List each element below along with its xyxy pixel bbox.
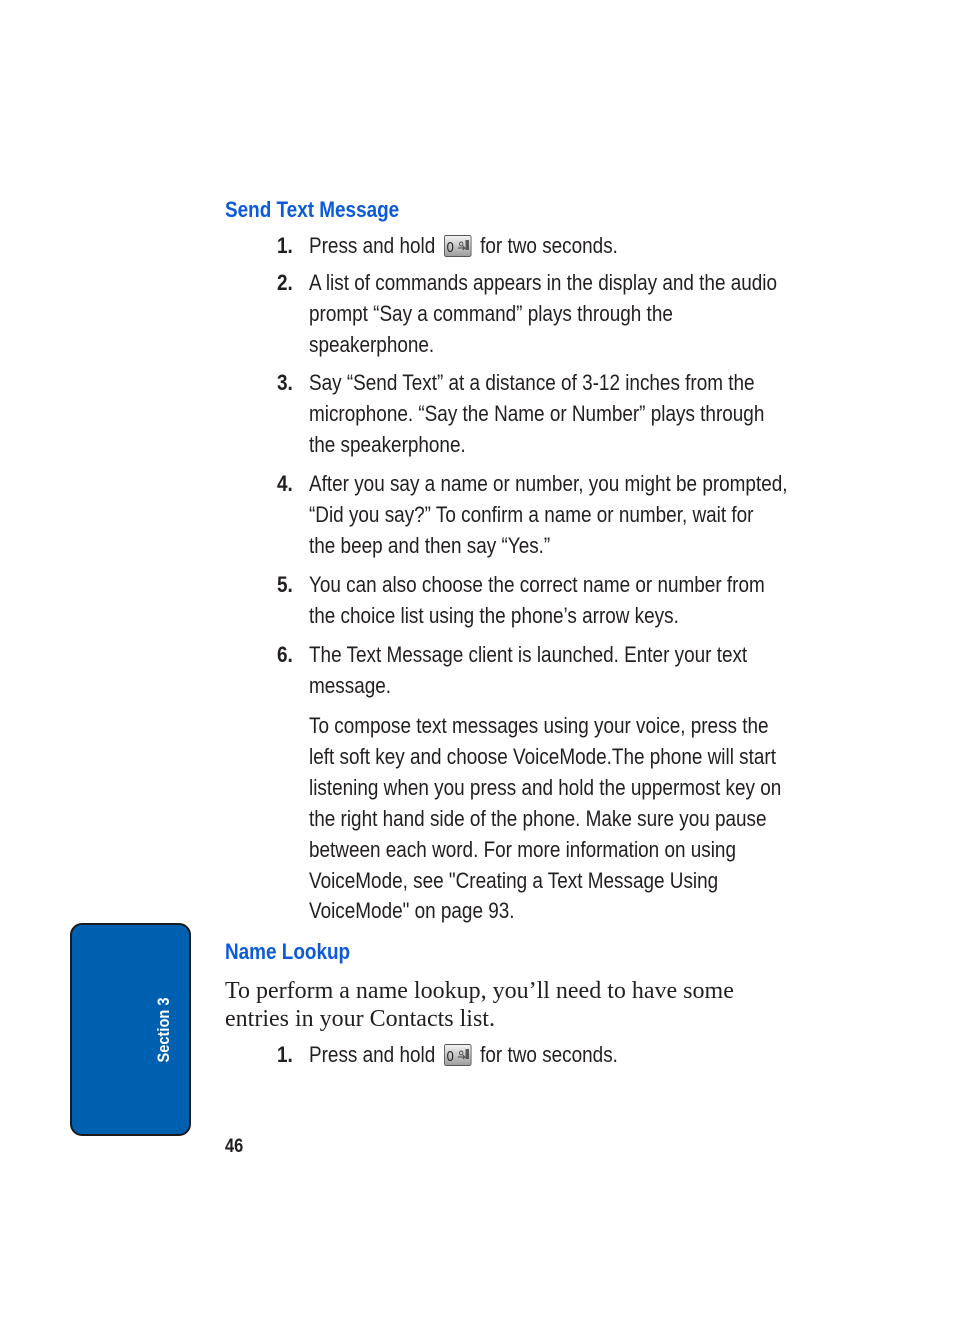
step-text: the beep and then say “Yes.” [309, 533, 551, 558]
step-number: 6. [277, 642, 293, 667]
note-text: VoiceMode, see "Creating a Text Message Using [309, 868, 719, 893]
step-text: prompt “Say a command” plays through the [309, 301, 673, 326]
intro-text: entries in your Contacts list. [225, 1006, 495, 1032]
intro-text: To perform a name lookup, you’ll need to have some [225, 978, 734, 1004]
step-number: 1. [277, 233, 293, 258]
step-text: Press and hold 0 for two seconds. [309, 1042, 618, 1067]
note-text: VoiceMode" on page 93. [309, 898, 515, 923]
note-text: between each word. For more information on using [309, 837, 736, 862]
step-number: 3. [277, 370, 293, 395]
note-text: To compose text messages using your voice, press the [309, 713, 769, 738]
note-text: the right hand side of the phone. Make sure you pause [309, 806, 767, 831]
step-text: microphone. “Say the Name or Number” plays through [309, 401, 765, 426]
note-text: listening when you press and hold the uppermost key on [309, 775, 782, 800]
step-number: 5. [277, 572, 293, 597]
step-text: speakerphone. [309, 332, 435, 357]
step-text: After you say a name or number, you might be prompted, [309, 471, 788, 496]
step-text: message. [309, 673, 392, 698]
step-text: the speakerphone. [309, 432, 466, 457]
step-number: 4. [277, 471, 293, 496]
svg-text:0: 0 [446, 1047, 454, 1065]
page-number: 46 [225, 1136, 244, 1157]
step-text: Say “Send Text” at a distance of 3-12 inches from the [309, 370, 755, 395]
note-text: left soft key and choose VoiceMode.The phone will start [309, 744, 776, 769]
step-number: 2. [277, 270, 293, 295]
heading-name-lookup: Name Lookup [225, 939, 351, 964]
step-number: 1. [277, 1042, 293, 1067]
step-text: “Did you say?” To confirm a name or number, wait for [309, 502, 754, 527]
step-text: A list of commands appears in the display and the audio [309, 270, 778, 295]
svg-text:0: 0 [446, 238, 454, 256]
section-tab-label: Section 3 [154, 997, 173, 1063]
step-text: Press and hold 0 for two seconds. [309, 233, 618, 258]
step-text: the choice list using the phone’s arrow keys. [309, 603, 679, 628]
zero-next-key-icon [444, 235, 472, 257]
heading-send-text-message: Send Text Message [225, 197, 400, 222]
step-text: The Text Message client is launched. Enter your text [309, 642, 748, 667]
step-text: You can also choose the correct name or number from [309, 572, 765, 597]
zero-next-key-icon [444, 1044, 472, 1066]
